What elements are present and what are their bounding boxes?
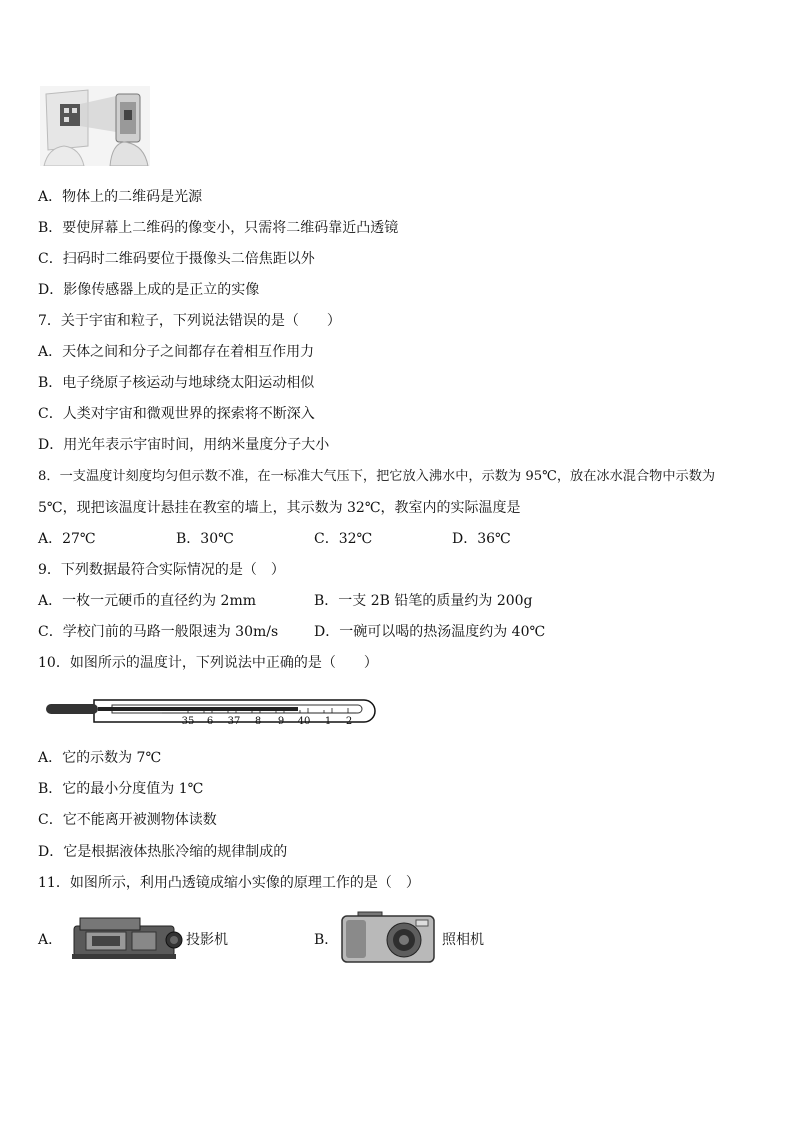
- q11-option-a-letter: A．: [38, 932, 63, 948]
- q8-option-a: A．27℃: [38, 531, 96, 547]
- scale-label: 35: [181, 716, 195, 727]
- scale-label: 1: [324, 716, 332, 727]
- q9-option-d: D．一碗可以喝的热汤温度约为 40℃: [314, 624, 546, 640]
- q9-option-b: B．一支 2B 铅笔的质量约为 200g: [314, 593, 533, 609]
- q7-option-d: D．用光年表示宇宙时间，用纳米量度分子大小: [38, 437, 330, 453]
- q8-option-d: D．36℃: [452, 531, 511, 547]
- q10-option-a: A．它的示数为 7℃: [38, 750, 162, 766]
- q11-option-b-letter: B．: [314, 932, 339, 948]
- scale-label: 6: [206, 716, 214, 727]
- q8-stem-line2: 5℃，现把该温度计悬挂在教室的墙上，其示数为 32℃，教室内的实际温度是: [38, 500, 521, 516]
- q7-stem: 7．关于宇宙和粒子，下列说法错误的是（ ）: [38, 313, 341, 329]
- q10-option-b: B．它的最小分度值为 1℃: [38, 781, 204, 797]
- q11-option-a-label: 投影机: [186, 932, 228, 948]
- q8-option-b: B．30℃: [176, 531, 234, 547]
- q6-option-c: C．扫码时二维码要位于摄像头二倍焦距以外: [38, 251, 315, 267]
- q9-option-a: A．一枚一元硬币的直径约为 2mm: [38, 593, 257, 609]
- q6-option-b: B．要使屏幕上二维码的像变小，只需将二维码靠近凸透镜: [38, 220, 399, 236]
- thermometer-figure: [42, 692, 378, 728]
- q11-stem: 11．如图所示，利用凸透镜成缩小实像的原理工作的是（ ）: [38, 875, 420, 891]
- q7-option-a: A．天体之间和分子之间都存在着相互作用力: [38, 344, 315, 360]
- q8-stem-line1: 8．一支温度计刻度均匀但示数不准，在一标准大气压下，把它放入沸水中，示数为 95℃，放在冰水混合物中示数为: [38, 469, 716, 484]
- camera-icon: [340, 910, 436, 964]
- q7-option-c: C．人类对宇宙和微观世界的探索将不断深入: [38, 406, 315, 422]
- scale-label: 37: [227, 716, 241, 727]
- q9-option-c: C．学校门前的马路一般限速为 30m/s: [38, 624, 279, 640]
- scale-label: 40: [297, 716, 311, 727]
- q10-option-d: D．它是根据液体热胀冷缩的规律制成的: [38, 844, 288, 860]
- scale-label: 9: [277, 716, 285, 727]
- q7-option-b: B．电子绕原子核运动与地球绕太阳运动相似: [38, 375, 315, 391]
- q8-option-c: C．32℃: [314, 531, 373, 547]
- q11-option-b-label: 照相机: [442, 932, 484, 948]
- q10-stem: 10．如图所示的温度计，下列说法中正确的是（ ）: [38, 655, 378, 671]
- q9-stem: 9．下列数据最符合实际情况的是（ ）: [38, 562, 285, 578]
- q10-option-c: C．它不能离开被测物体读数: [38, 812, 217, 828]
- qr-scan-figure: [40, 86, 150, 166]
- scale-label: 2: [345, 716, 353, 727]
- q6-option-a: A．物体上的二维码是光源: [38, 189, 203, 205]
- scale-label: 8: [254, 716, 262, 727]
- projector-icon: [72, 914, 184, 960]
- q6-option-d: D．影像传感器上成的是正立的实像: [38, 282, 260, 298]
